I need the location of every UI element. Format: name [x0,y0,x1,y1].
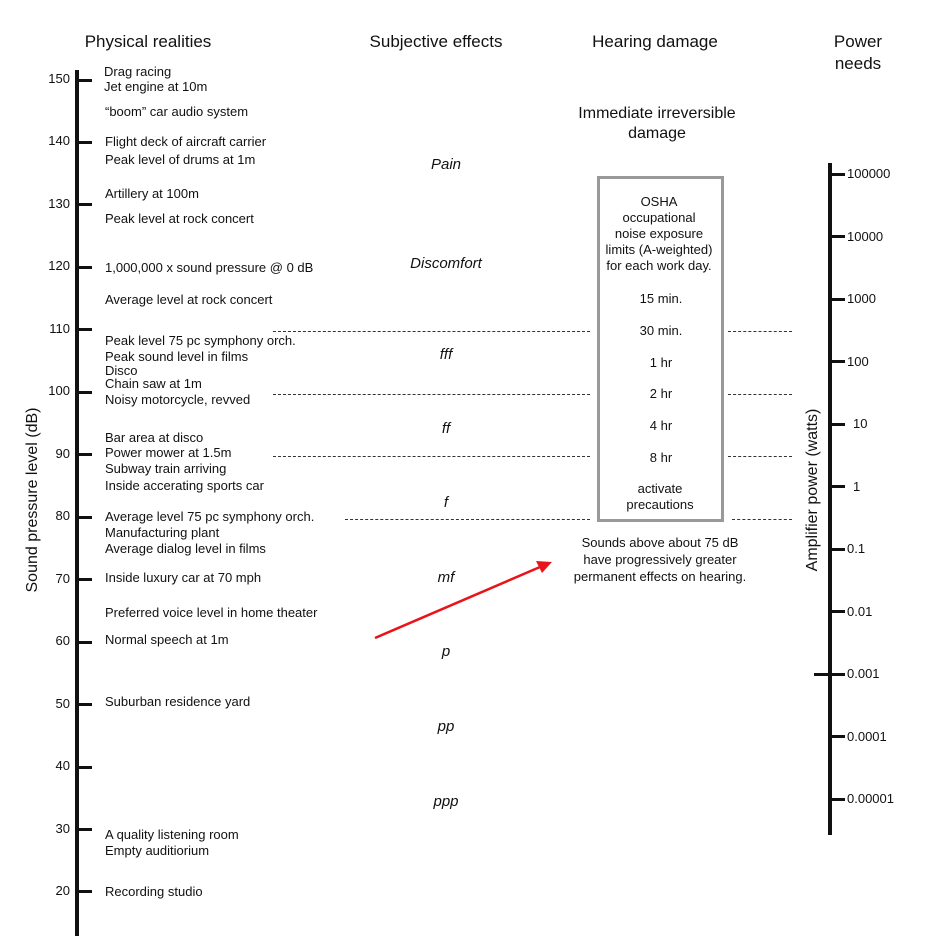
physical-item: A quality listening room [105,827,239,842]
physical-item: Average dialog level in films [105,541,266,556]
immediate-line2: damage [628,125,686,142]
right-axis-label: Amplifier power (watts) [804,408,821,572]
activate-line2: precautions [626,497,694,512]
physical-item: Jet engine at 10m [104,79,208,94]
physical-item: Flight deck of aircraft carrier [105,134,267,149]
osha-line: OSHA [640,194,678,209]
limit-1hr: 1 hr [649,355,673,370]
header-power-line1: Power [833,32,883,51]
physical-item: Preferred voice level in home theater [105,605,318,620]
subjective-item: Discomfort [410,255,482,272]
physical-item: Drag racing [104,64,172,79]
physical-item: Artillery at 100m [105,186,199,201]
left-tick-label: 70 [55,570,70,586]
left-tick-label: 60 [55,633,70,649]
note-line: have progressively greater [583,552,737,567]
subjective-item: pp [437,718,455,735]
subjective-item: Pain [430,156,462,173]
right-tick-label: 100000 [847,166,891,181]
right-tick-label: 10 [853,416,868,431]
activate-line1: activate [637,481,683,496]
header-power-line2: needs [834,54,882,73]
osha-line: occupational [622,210,696,225]
physical-item: Peak level 75 pc symphony orch. [105,333,296,348]
physical-item: Recording studio [105,884,203,899]
physical-item: Chain saw at 1m [105,376,202,391]
physical-item: Empty auditiorium [105,843,210,858]
physical-item: 1,000,000 x sound pressure @ 0 dB [105,260,314,275]
subjective-item: p [441,643,451,660]
left-tick-label: 120 [48,258,70,274]
note-line: Sounds above about 75 dB [581,535,739,550]
physical-item: Subway train arriving [105,461,227,476]
physical-item: Inside accerating sports car [105,478,264,493]
subjective-item: ff [441,420,451,437]
right-tick-label: 0.001 [847,666,880,681]
osha-line: limits (A-weighted) [605,242,713,257]
physical-item: Suburban residence yard [105,694,251,709]
right-tick-label: 0.1 [847,541,866,556]
left-tick-label: 100 [48,383,70,399]
limit-8hr: 8 hr [649,450,673,465]
physical-item: Average level 75 pc symphony orch. [105,509,315,524]
physical-item: Noisy motorcycle, revved [105,392,251,407]
limit-15min: 15 min. [639,291,683,306]
physical-item: Inside luxury car at 70 mph [105,570,262,585]
subjective-item: mf [437,569,455,586]
right-tick-label: 0.00001 [847,791,894,806]
left-tick-label: 30 [55,820,70,836]
physical-item: Disco [105,363,138,378]
left-tick-label: 130 [48,195,70,211]
subjective-item: f [443,494,449,511]
limit-30min: 30 min. [639,323,683,338]
left-axis-label: Sound pressure level (dB) [24,407,41,593]
left-tick-label: 20 [55,882,70,898]
right-tick-label: 1000 [847,291,876,306]
left-tick-label: 110 [49,320,70,336]
physical-item: Average level at rock concert [105,292,273,307]
subjective-item: fff [439,346,453,363]
left-tick-label: 50 [55,695,70,711]
right-tick-label: 100 [847,353,869,369]
subjective-item: ppp [433,793,459,810]
red-arrow-icon [375,567,540,638]
physical-item: Power mower at 1.5m [105,445,232,460]
physical-item: Manufacturing plant [105,525,220,540]
right-tick-label: 0.0001 [847,728,887,744]
osha-line: noise exposure [614,226,704,241]
physical-item: Bar area at disco [105,430,204,445]
limit-2hr: 2 hr [649,386,673,401]
left-tick-label: 40 [55,758,70,774]
right-tick-label: 0.01 [847,603,873,619]
physical-item: Normal speech at 1m [105,632,229,647]
header-physical: Physical realities [84,32,212,51]
limit-4hr: 4 hr [649,418,673,433]
note-line: permanent effects on hearing. [573,569,747,584]
header-subjective: Subjective effects [369,32,503,51]
left-tick-label: 80 [55,508,70,524]
right-tick-label: 1 [853,478,861,494]
header-hearing: Hearing damage [592,32,718,51]
osha-line: for each work day. [606,258,712,273]
left-tick-label: 90 [55,445,70,461]
right-tick-label: 10000 [847,228,884,244]
physical-item: Peak level of drums at 1m [105,152,256,167]
physical-item: “boom” car audio system [105,104,249,119]
physical-item: Peak level at rock concert [105,211,254,226]
left-tick-label: 150 [48,71,70,86]
left-tick-label: 140 [48,133,70,149]
physical-item: Peak sound level in films [105,349,249,364]
immediate-line1: Immediate irreversible [578,105,736,122]
